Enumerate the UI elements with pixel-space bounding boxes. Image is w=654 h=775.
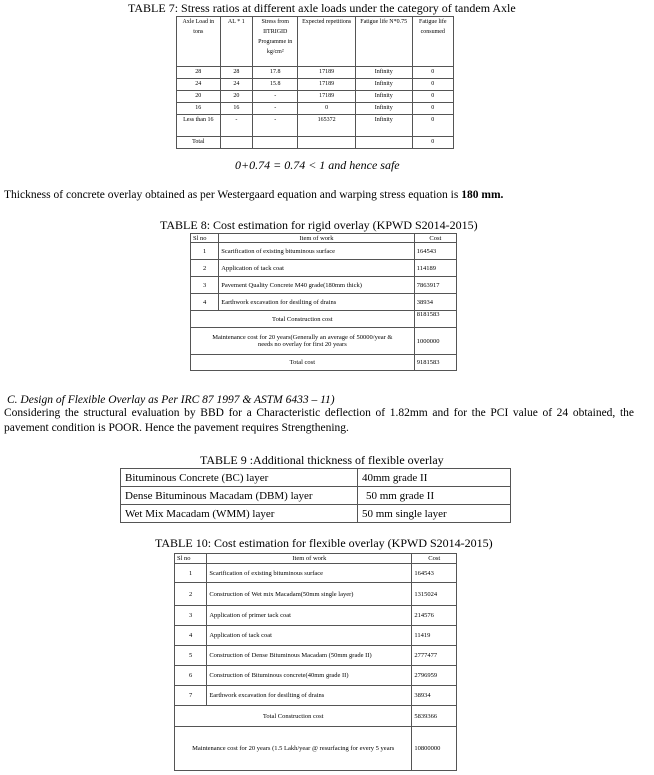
table-cell: Total [177,137,221,149]
table-cell: 50 mm single layer [358,505,511,523]
table-cell: 5 [175,646,207,666]
table-header-cell: Expected repetitions [298,17,355,67]
table-cell: Application of primer tack coat [207,606,412,626]
table-cell: 15.8 [253,79,298,91]
section-c-paragraph: Considering the structural evaluation by BBD for a Characteristic deflection of 1.82mm and for the PCI value of 24 obtained, the pavement condition is POOR. Hence the pavement requires Strengthening. [4,407,634,434]
table-cell: Scarification of existing bituminous surface [219,243,414,260]
table-cell: - [220,115,252,137]
table-cell: 11419 [412,626,457,646]
thickness-text: Thickness of concrete overlay obtained as per Westergaard equation and warping stress equation is [4,189,462,201]
table-cell: Earthwork excavation for desilting of drains [219,294,414,311]
table-cell: 1 [175,564,207,583]
table8 [190,233,457,371]
table-cell: Pavement Quality Concrete M40 grade(180mm thick) [219,277,414,294]
table-cell: 0 [412,67,453,79]
table-cell [253,137,298,149]
table-row [121,469,511,487]
table-cell: 0 [412,91,453,103]
thickness-paragraph [4,188,503,203]
total-cost-label: Total cost [191,355,415,371]
table-cell: Application of tack coat [219,260,414,277]
table-row [121,487,511,505]
maintenance-value: 1000000 [414,328,456,355]
maintenance-label: Maintenance cost for 20 years (1.5 Lakh/year @ resurfacing for every 5 years [175,727,412,771]
table-cell: 0 [412,137,453,149]
table-cell: 20 [177,91,221,103]
maintenance-label: Maintenance cost for 20 years(Generally an average of 50000/year & needs no overlay for first 20 years [191,328,415,355]
table-cell: 38934 [412,686,457,706]
table-header-cell: Fatigue life N*0.75 [355,17,412,67]
table-cell: Construction of Wet mix Macadam(50mm single layer) [207,583,412,606]
table-cell: 0 [412,115,453,137]
table-header-row [177,17,454,67]
table10-caption: TABLE 10: Cost estimation for flexible overlay (KPWD S2014-2015) [155,536,493,550]
table-cell: 114189 [414,260,456,277]
table-cell: 6 [175,666,207,686]
table-cell [355,137,412,149]
table-cell: 7 [175,686,207,706]
table-row [191,260,457,277]
table-cell: Infinity [355,79,412,91]
total-cost-value: 9181583 [414,355,456,371]
table-row [177,91,454,103]
table-cell: 2777477 [412,646,457,666]
table-row [175,706,457,727]
table-cell: Application of tack coat [207,626,412,646]
table-cell: 164543 [412,564,457,583]
table-cell: 1315024 [412,583,457,606]
table-row [175,564,457,583]
table-cell: Infinity [355,115,412,137]
table-cell: 2 [175,583,207,606]
table-cell: 20 [220,91,252,103]
table-cell [220,137,252,149]
table-row [175,606,457,626]
table-cell: 164543 [414,243,456,260]
total-construction-value: 8181583 [414,311,456,328]
table-row [191,294,457,311]
table-cell: 2 [191,260,219,277]
table-row [177,103,454,115]
table-header-cell: Sl no [191,234,219,243]
table-cell: 1 [191,243,219,260]
table-cell: 24 [177,79,221,91]
table-cell: Dense Bituminous Macadam (DBM) layer [121,487,358,505]
table-cell: 40mm grade II [358,469,511,487]
table-cell: 38934 [414,294,456,311]
total-construction-label: Total Construction cost [175,706,412,727]
table-row [191,243,457,260]
table-header-cell: Cost [412,554,457,564]
table-row [121,505,511,523]
table-row [177,67,454,79]
table-header-row [175,554,457,564]
table-cell: Scarification of existing bituminous surface [207,564,412,583]
table-cell: 28 [220,67,252,79]
table-cell: 50 mm grade II [358,487,511,505]
table-cell: 165372 [298,115,355,137]
table-row [175,626,457,646]
table-header-cell: AL * 1 [220,17,252,67]
table-cell: 3 [175,606,207,626]
table-cell: 0 [412,103,453,115]
table-cell: 17189 [298,91,355,103]
table-header-cell: Axle Load in tons [177,17,221,67]
table-cell: Bituminous Concrete (BC) layer [121,469,358,487]
table-cell: 17189 [298,79,355,91]
table-cell: Wet Mix Macadam (WMM) layer [121,505,358,523]
table-cell: Earthwork excavation for desilting of drains [207,686,412,706]
total-construction-value: 5839366 [412,706,457,727]
table-cell: 24 [220,79,252,91]
total-construction-label: Total Construction cost [191,311,415,328]
table-header-cell: Item of work [219,234,414,243]
table10 [174,553,457,771]
table-cell: 0 [298,103,355,115]
table-cell: 17.8 [253,67,298,79]
table-cell: 0 [412,79,453,91]
table-row [175,583,457,606]
table-row [175,646,457,666]
table9-caption: TABLE 9 :Additional thickness of flexible overlay [200,453,444,467]
table-cell: Infinity [355,91,412,103]
table-row [191,328,457,355]
maintenance-value: 10800000 [412,727,457,771]
table-cell: - [253,91,298,103]
table-header-cell: Cost [414,234,456,243]
table-header-cell: Stress from IITRIGID Programme in kg/cm² [253,17,298,67]
formula: 0+0.74 = 0.74 < 1 and hence safe [235,158,400,172]
table-row [177,79,454,91]
table-cell: 28 [177,67,221,79]
table-cell: 4 [175,626,207,646]
table-cell: 4 [191,294,219,311]
table-cell: Infinity [355,67,412,79]
table-row [191,355,457,371]
table-cell: Infinity [355,103,412,115]
table-cell: - [253,115,298,137]
table8-caption: TABLE 8: Cost estimation for rigid overlay (KPWD S2014-2015) [160,218,478,232]
table-cell: Construction of Bituminous concrete(40mm grade II) [207,666,412,686]
table-cell [298,137,355,149]
table-row [177,115,454,137]
table-header-cell: Item of work [207,554,412,564]
table-row [191,311,457,328]
table-cell: 3 [191,277,219,294]
table-cell: 214576 [412,606,457,626]
thickness-value: 180 mm. [461,189,504,201]
table-cell: 2796959 [412,666,457,686]
table7 [176,16,454,149]
table-cell: 16 [220,103,252,115]
table-cell: 17189 [298,67,355,79]
table-cell: 16 [177,103,221,115]
table-row [175,686,457,706]
table-row [191,277,457,294]
table-row [175,727,457,771]
table-header-cell: Fatigue life consumed [412,17,453,67]
table-header-cell: Sl no [175,554,207,564]
table-row [177,137,454,149]
table-cell: Less than 16 [177,115,221,137]
table9 [120,468,511,523]
table-cell: 7863917 [414,277,456,294]
table7-caption: TABLE 7: Stress ratios at different axle loads under the category of tandem Axle [128,1,516,15]
table-cell: Construction of Dense Bituminous Macadam (50mm grade II) [207,646,412,666]
section-c-heading: C. Design of Flexible Overlay as Per IRC 87 1997 & ASTM 6433 – 11) [7,394,335,406]
table-row [175,666,457,686]
table-cell: - [253,103,298,115]
table-header-row [191,234,457,243]
